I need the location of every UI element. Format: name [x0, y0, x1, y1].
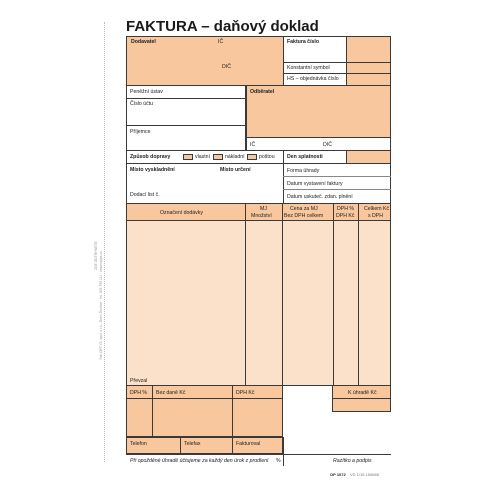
items-table	[126, 203, 391, 386]
transport-truck-checkbox[interactable]	[213, 154, 223, 160]
delivery-note-label: Dodací list č.	[130, 192, 160, 198]
header-price-no-vat: Bez DPH celkem	[284, 213, 324, 219]
buyer-label: Odběratel	[250, 89, 275, 95]
destination-label: Místo určení	[220, 167, 251, 173]
header-vat-pct: DPH %	[337, 206, 355, 212]
supplier-label: Dodavatel	[131, 39, 156, 45]
form-code: OP 1072	[330, 472, 346, 477]
dispatch-place-label: Místo vyskladnění	[130, 167, 175, 173]
header-description: Označení dodávky	[160, 210, 203, 216]
supplier-ic-label: IČ	[218, 39, 224, 45]
cut-here-text: ZDE ODTRHNĚTE	[94, 241, 98, 270]
supplier-dic-label: DIČ	[222, 64, 231, 70]
issue-date-label: Datum vystavení faktury	[287, 181, 343, 187]
fax-label: Telefax	[184, 441, 201, 447]
amount-due-label: K úhradě Kč	[348, 390, 377, 396]
form-code-small: VD 1/15 150685	[350, 472, 379, 477]
due-date-field[interactable]	[346, 151, 390, 163]
transport-truck-label: nákladní	[225, 154, 245, 160]
header-vat-amount: DPH Kč	[336, 213, 355, 219]
buyer-ic-label: IČ	[250, 142, 256, 148]
vat-summary-box[interactable]	[126, 385, 283, 437]
invoice-number-label: Faktura číslo	[287, 39, 320, 45]
buyer-dic-label: DIČ	[323, 142, 332, 148]
transport-own-label: vlastní	[195, 154, 210, 160]
late-payment-percent: %	[276, 458, 281, 464]
received-by-label: Převzal	[130, 378, 148, 384]
constant-symbol-label: Konstantní symbol	[287, 65, 330, 71]
summary-base-label: Bez daně Kč	[156, 390, 186, 396]
header-unit: MJ	[260, 206, 267, 212]
stamp-signature-label: Razítko a podpis	[333, 458, 372, 464]
account-label: Číslo účtu	[130, 101, 154, 107]
printer-info-text: Tisk OPTYS, spol. s r.o., Dolní Životice · tel. 553 759 111 · www.optys.cz	[99, 251, 103, 360]
summary-vat-amount-label: DPH Kč	[236, 390, 255, 396]
receiver-label: Příjemce	[130, 129, 151, 135]
header-unit-price: Cena za MJ	[290, 206, 318, 212]
summary-vat-pct-label: DPH %	[130, 390, 148, 396]
bank-label: Peněžní ústav	[130, 89, 163, 95]
header-total: Celkem Kč	[364, 206, 390, 212]
invoice-number-field[interactable]	[346, 37, 390, 85]
perforation-line	[104, 22, 105, 462]
transport-label: Způsob dopravy	[130, 154, 171, 160]
transport-post-label: poštou	[259, 154, 275, 160]
order-number-label: HS – objednávka číslo	[287, 76, 339, 82]
tax-date-label: Datum uskuteč. zdan. plnění	[287, 194, 353, 200]
header-quantity: Množství	[251, 213, 272, 219]
invoiced-by-label: Fakturoval	[236, 441, 261, 447]
due-date-label: Den splatnosti	[287, 154, 323, 160]
payment-form-label: Forma úhrady	[287, 168, 320, 174]
late-payment-note: Při opožděné úhradě účtujeme za každý den úrok z prodlení	[130, 458, 269, 464]
transport-own-checkbox[interactable]	[183, 154, 193, 160]
phone-label: Telefon	[130, 441, 147, 447]
header-total-vat: s DPH	[368, 213, 383, 219]
document-title: FAKTURA – daňový doklad	[126, 18, 319, 35]
transport-post-checkbox[interactable]	[247, 154, 257, 160]
